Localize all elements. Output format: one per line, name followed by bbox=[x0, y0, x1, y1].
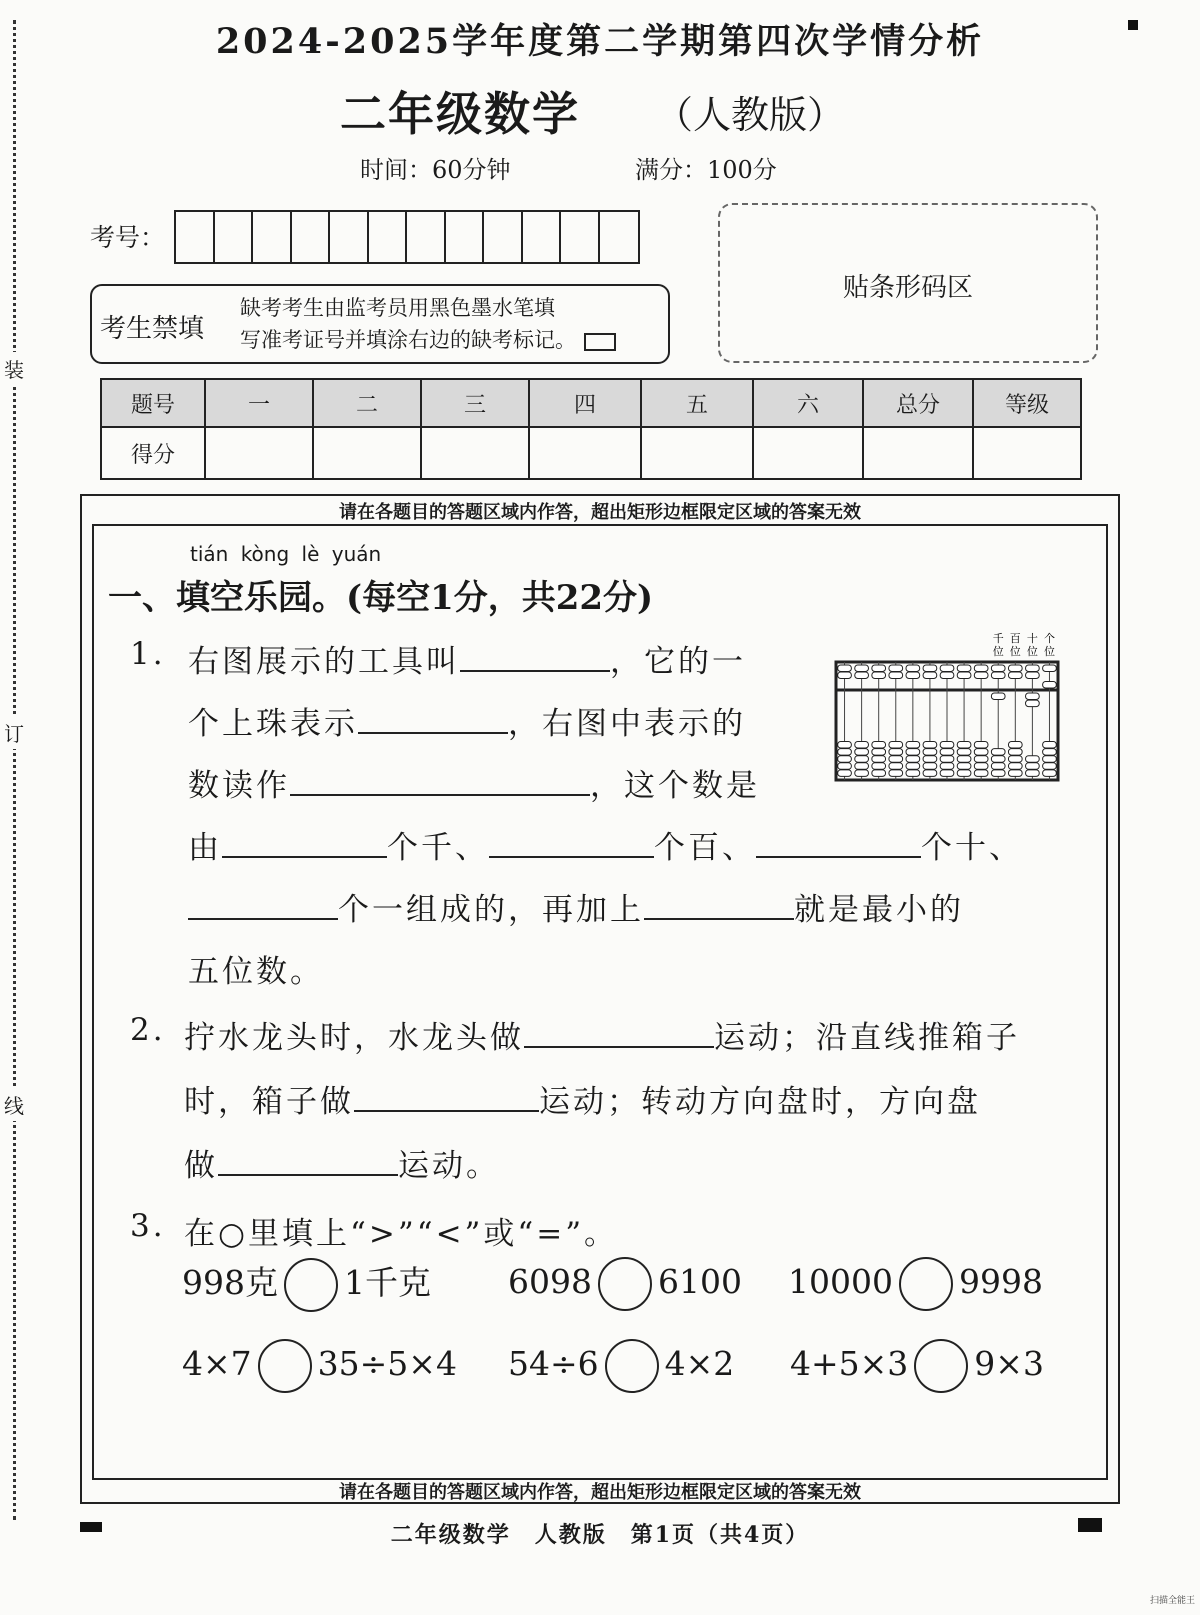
score-cell[interactable] bbox=[205, 427, 313, 479]
time-limit: 时间：60分钟 bbox=[360, 156, 511, 184]
score-head-6: 六 bbox=[753, 379, 863, 427]
alignment-mark-left bbox=[80, 1522, 102, 1532]
score-cell[interactable] bbox=[863, 427, 973, 479]
section-title: 一、填空乐园。(每空1分，共22分) bbox=[108, 578, 654, 618]
q1-text: 右图展示的工具叫 bbox=[188, 644, 460, 680]
full-mark: 满分：100分 bbox=[635, 156, 777, 184]
score-table bbox=[100, 378, 1082, 480]
exam-no-cell[interactable] bbox=[330, 212, 369, 262]
score-head-3: 三 bbox=[421, 379, 529, 427]
page-footer: 二年级数学 人教版 第1页（共4页） bbox=[390, 1522, 810, 1548]
score-head-1: 一 bbox=[205, 379, 313, 427]
place-label: 个 bbox=[1043, 632, 1055, 645]
q2-text: 运动。 bbox=[398, 1148, 500, 1184]
abacus-bead bbox=[1043, 763, 1057, 770]
abacus-bead bbox=[940, 770, 954, 777]
exam-no-cell[interactable] bbox=[446, 212, 485, 262]
score-head-total: 总分 bbox=[863, 379, 973, 427]
abacus-bead bbox=[974, 756, 988, 763]
abacus-bead bbox=[906, 742, 920, 749]
abacus-bead bbox=[889, 742, 903, 749]
abacus-bead bbox=[974, 742, 988, 749]
abacus-bead bbox=[855, 672, 869, 679]
compare-circle[interactable] bbox=[914, 1339, 968, 1393]
exam-no-cell[interactable] bbox=[215, 212, 254, 262]
compare-circle[interactable] bbox=[284, 1258, 338, 1312]
q1-line-1 bbox=[188, 636, 746, 681]
barcode-area bbox=[718, 203, 1098, 363]
q1-line-4 bbox=[188, 822, 1023, 867]
answer-blank[interactable] bbox=[222, 828, 387, 858]
exam-no-cell[interactable] bbox=[523, 212, 562, 262]
answer-blank[interactable] bbox=[188, 890, 338, 920]
place-label: 位 bbox=[992, 645, 1004, 658]
abacus-bead bbox=[923, 665, 937, 672]
abacus-bead bbox=[940, 756, 954, 763]
abacus-bead bbox=[855, 763, 869, 770]
compare-right: 4×2 bbox=[664, 1344, 735, 1383]
abacus-bead bbox=[923, 742, 937, 749]
abacus-bead bbox=[838, 770, 852, 777]
q2-text: 做 bbox=[184, 1148, 218, 1184]
abacus-bead bbox=[1008, 763, 1022, 770]
abacus-bead bbox=[1043, 770, 1057, 777]
score-cell[interactable] bbox=[529, 427, 641, 479]
abacus-bead bbox=[1026, 763, 1040, 770]
abacus-bead bbox=[1026, 770, 1040, 777]
abacus-bead bbox=[940, 763, 954, 770]
score-head-2: 二 bbox=[313, 379, 421, 427]
exam-no-cell[interactable] bbox=[176, 212, 215, 262]
q2-line-3 bbox=[184, 1140, 500, 1185]
exam-no-cell[interactable] bbox=[561, 212, 600, 262]
answer-blank[interactable] bbox=[756, 828, 921, 858]
abacus-bead bbox=[855, 665, 869, 672]
abacus-bead bbox=[1008, 749, 1022, 756]
abacus-bead bbox=[906, 763, 920, 770]
compare-right: 1千克 bbox=[344, 1263, 431, 1302]
abacus-bead bbox=[1008, 742, 1022, 749]
compare-item bbox=[508, 1339, 734, 1393]
abacus-bead bbox=[838, 763, 852, 770]
abacus-bead bbox=[923, 763, 937, 770]
abacus-illustration bbox=[834, 630, 1062, 790]
answer-blank[interactable] bbox=[358, 704, 508, 734]
compare-right: 6100 bbox=[657, 1262, 742, 1301]
abacus-bead bbox=[1008, 756, 1022, 763]
answer-blank[interactable] bbox=[644, 890, 794, 920]
abacus-bead bbox=[923, 672, 937, 679]
abacus-bead bbox=[974, 770, 988, 777]
abacus-bead bbox=[889, 770, 903, 777]
q1-line-5 bbox=[188, 884, 964, 929]
abacus-bead bbox=[1008, 770, 1022, 777]
abacus-bead bbox=[923, 770, 937, 777]
q2-text: 拧水龙头时，水龙头做 bbox=[184, 1020, 524, 1056]
compare-circle[interactable] bbox=[258, 1339, 312, 1393]
abacus-bead bbox=[872, 665, 886, 672]
abacus-bead bbox=[1026, 672, 1040, 679]
q1-text: ，这个数是 bbox=[590, 768, 760, 804]
score-cell[interactable] bbox=[313, 427, 421, 479]
abacus-bead bbox=[991, 756, 1005, 763]
abacus-bead bbox=[957, 756, 971, 763]
edition-label: （人教版） bbox=[655, 93, 846, 137]
compare-item bbox=[508, 1257, 742, 1311]
binding-char-xian: 线 bbox=[4, 1088, 24, 1121]
abacus-bead bbox=[957, 749, 971, 756]
abacus-bead bbox=[991, 665, 1005, 672]
answer-blank[interactable] bbox=[460, 642, 610, 672]
q2-line-2 bbox=[184, 1076, 981, 1121]
exam-no-label: 考号： bbox=[90, 223, 166, 252]
abacus-bead bbox=[889, 756, 903, 763]
abacus-bead bbox=[889, 749, 903, 756]
abacus-bead bbox=[974, 665, 988, 672]
abacus-bead bbox=[957, 665, 971, 672]
score-head-grade: 等级 bbox=[973, 379, 1081, 427]
score-row-label: 得分 bbox=[101, 427, 205, 479]
subject-title: 二年级数学 bbox=[340, 87, 580, 141]
abacus-bead bbox=[889, 763, 903, 770]
compare-left: 4×7 bbox=[182, 1344, 252, 1383]
place-label: 位 bbox=[1009, 645, 1021, 658]
compare-left: 998克 bbox=[182, 1263, 278, 1302]
compare-circle[interactable] bbox=[598, 1257, 652, 1311]
abacus-bead bbox=[872, 749, 886, 756]
compare-left: 4+5×3 bbox=[790, 1344, 909, 1383]
answer-blank[interactable] bbox=[218, 1146, 398, 1176]
abacus-bead bbox=[1026, 756, 1040, 763]
compare-item bbox=[182, 1339, 457, 1393]
abacus-bead bbox=[1008, 672, 1022, 679]
abacus-bead bbox=[889, 672, 903, 679]
alignment-mark-right bbox=[1078, 1518, 1102, 1532]
place-label: 百 bbox=[1009, 632, 1021, 645]
abacus-bead bbox=[838, 665, 852, 672]
exam-no-cell[interactable] bbox=[292, 212, 331, 262]
forbidden-instructions bbox=[240, 292, 616, 356]
abacus-bead bbox=[957, 770, 971, 777]
notice-bottom: 请在各题目的答题区域内作答，超出矩形边框限定区域的答案无效 bbox=[339, 1482, 861, 1503]
exam-no-cell[interactable] bbox=[484, 212, 523, 262]
compare-item bbox=[790, 1339, 1044, 1393]
exam-title: 2024-2025学年度第二学期第四次学情分析 bbox=[215, 21, 985, 62]
abacus-bead bbox=[855, 749, 869, 756]
q1-text: 个一组成的，再加上 bbox=[338, 892, 644, 928]
score-header-row bbox=[101, 379, 1081, 427]
exam-no-grid[interactable] bbox=[174, 210, 640, 264]
notice-top: 请在各题目的答题区域内作答，超出矩形边框限定区域的答案无效 bbox=[339, 502, 861, 523]
answer-blank[interactable] bbox=[524, 1018, 714, 1048]
abacus-bead bbox=[957, 672, 971, 679]
score-cell[interactable] bbox=[973, 427, 1081, 479]
score-cell[interactable] bbox=[421, 427, 529, 479]
q2-line-1 bbox=[184, 1012, 1020, 1057]
q3-instruction: 在○里填上“>”“<”或“=”。 bbox=[184, 1216, 619, 1252]
abacus-bead bbox=[1043, 665, 1057, 672]
score-cell[interactable] bbox=[641, 427, 753, 479]
abacus-bead bbox=[838, 742, 852, 749]
abacus-bead bbox=[991, 749, 1005, 756]
abacus-bead bbox=[1043, 742, 1057, 749]
abacus-bead bbox=[991, 763, 1005, 770]
score-cell[interactable] bbox=[753, 427, 863, 479]
place-label: 千 bbox=[992, 632, 1004, 645]
q2-number: 2. bbox=[130, 1012, 166, 1048]
compare-right: 35÷5×4 bbox=[317, 1344, 457, 1383]
abacus-bead bbox=[940, 672, 954, 679]
abacus-bead bbox=[1008, 665, 1022, 672]
abacus-bead bbox=[906, 749, 920, 756]
abacus-bead bbox=[906, 665, 920, 672]
abacus-bead bbox=[940, 749, 954, 756]
abacus-bead bbox=[940, 665, 954, 672]
q1-line-3 bbox=[188, 760, 760, 805]
score-head-label: 题号 bbox=[101, 379, 205, 427]
place-label: 十 bbox=[1026, 632, 1038, 645]
answer-blank[interactable] bbox=[354, 1082, 539, 1112]
place-label: 位 bbox=[1026, 645, 1038, 658]
forbidden-label: 考生禁填 bbox=[100, 314, 205, 344]
exam-no-cell[interactable] bbox=[407, 212, 446, 262]
abacus-bead bbox=[923, 756, 937, 763]
abacus-bead bbox=[1026, 693, 1040, 700]
abacus-bead bbox=[855, 770, 869, 777]
q1-text: ，右图中表示的 bbox=[508, 706, 746, 742]
abacus-bead bbox=[906, 770, 920, 777]
abacus-bead bbox=[1026, 700, 1040, 707]
abacus-bead bbox=[923, 749, 937, 756]
compare-circle[interactable] bbox=[899, 1257, 953, 1311]
forbidden-line-2: 写准考证号并填涂右边的缺考标记。 bbox=[240, 328, 576, 352]
abacus-bead bbox=[1043, 749, 1057, 756]
forbidden-line-1: 缺考考生由监考员用黑色墨水笔填 bbox=[240, 296, 555, 320]
answer-blank[interactable] bbox=[489, 828, 654, 858]
compare-item bbox=[182, 1257, 431, 1312]
binding-char-zhuang: 装 bbox=[4, 352, 24, 385]
exam-no-cell[interactable] bbox=[600, 212, 639, 262]
abacus-bead bbox=[991, 770, 1005, 777]
abacus-bead bbox=[974, 749, 988, 756]
abacus-bead bbox=[855, 756, 869, 763]
exam-no-cell[interactable] bbox=[369, 212, 408, 262]
place-label: 位 bbox=[1043, 645, 1055, 658]
q1-text: 个千、 bbox=[387, 830, 489, 866]
abacus-bead bbox=[872, 770, 886, 777]
scanner-watermark: 扫描全能王 bbox=[1150, 1596, 1196, 1606]
score-value-row bbox=[101, 427, 1081, 479]
abacus-bead bbox=[906, 756, 920, 763]
compare-item bbox=[788, 1257, 1043, 1311]
abacus-bead bbox=[957, 763, 971, 770]
compare-right: 9998 bbox=[958, 1262, 1043, 1301]
forbidden-area bbox=[90, 284, 670, 364]
abacus-bead bbox=[957, 742, 971, 749]
abacus-bead bbox=[974, 672, 988, 679]
answer-blank[interactable] bbox=[290, 766, 590, 796]
compare-left: 10000 bbox=[788, 1262, 893, 1301]
q1-text: 个百、 bbox=[654, 830, 756, 866]
q1-text: 数读作 bbox=[188, 768, 290, 804]
abacus-bead bbox=[1026, 665, 1040, 672]
q2-text: 运动；转动方向盘时，方向盘 bbox=[539, 1084, 981, 1120]
q1-text: 个上珠表示 bbox=[188, 706, 358, 742]
q1-text: 就是最小的 bbox=[794, 892, 964, 928]
abacus-bead bbox=[991, 672, 1005, 679]
q1-text: 由 bbox=[188, 830, 222, 866]
abacus-bead bbox=[872, 763, 886, 770]
compare-right: 9×3 bbox=[974, 1344, 1044, 1383]
section-pinyin: tián kòng lè yuán bbox=[190, 542, 382, 566]
abacus-bead bbox=[906, 672, 920, 679]
barcode-label: 贴条形码区 bbox=[842, 273, 973, 303]
score-head-4: 四 bbox=[529, 379, 641, 427]
q1-text: ，它的一 bbox=[610, 644, 746, 680]
abacus-bead bbox=[1043, 682, 1057, 689]
abacus-bead bbox=[872, 672, 886, 679]
q1-line-6: 五位数。 bbox=[188, 954, 324, 990]
q1-text: 个十、 bbox=[921, 830, 1023, 866]
binding-char-ding: 订 bbox=[4, 716, 24, 749]
absent-mark-box[interactable] bbox=[584, 333, 616, 351]
score-head-5: 五 bbox=[641, 379, 753, 427]
abacus-bead bbox=[838, 749, 852, 756]
abacus-bead bbox=[974, 763, 988, 770]
abacus-bead bbox=[855, 742, 869, 749]
exam-no-cell[interactable] bbox=[253, 212, 292, 262]
compare-circle[interactable] bbox=[605, 1339, 659, 1393]
abacus-bead bbox=[889, 665, 903, 672]
abacus-bead bbox=[940, 742, 954, 749]
abacus-bead bbox=[838, 672, 852, 679]
alignment-mark-top-right bbox=[1128, 20, 1138, 30]
binding-line bbox=[13, 20, 16, 1520]
q3-number: 3. bbox=[130, 1208, 166, 1244]
compare-left: 6098 bbox=[508, 1262, 592, 1301]
q1-number: 1. bbox=[130, 636, 166, 672]
abacus-bead bbox=[1043, 756, 1057, 763]
abacus-bead bbox=[872, 742, 886, 749]
compare-left: 54÷6 bbox=[508, 1344, 599, 1383]
abacus-bead bbox=[991, 693, 1005, 700]
abacus-bead bbox=[838, 756, 852, 763]
q1-line-2 bbox=[188, 698, 746, 743]
q2-text: 运动；沿直线推箱子 bbox=[714, 1020, 1020, 1056]
q2-text: 时，箱子做 bbox=[184, 1084, 354, 1120]
abacus-bead bbox=[872, 756, 886, 763]
